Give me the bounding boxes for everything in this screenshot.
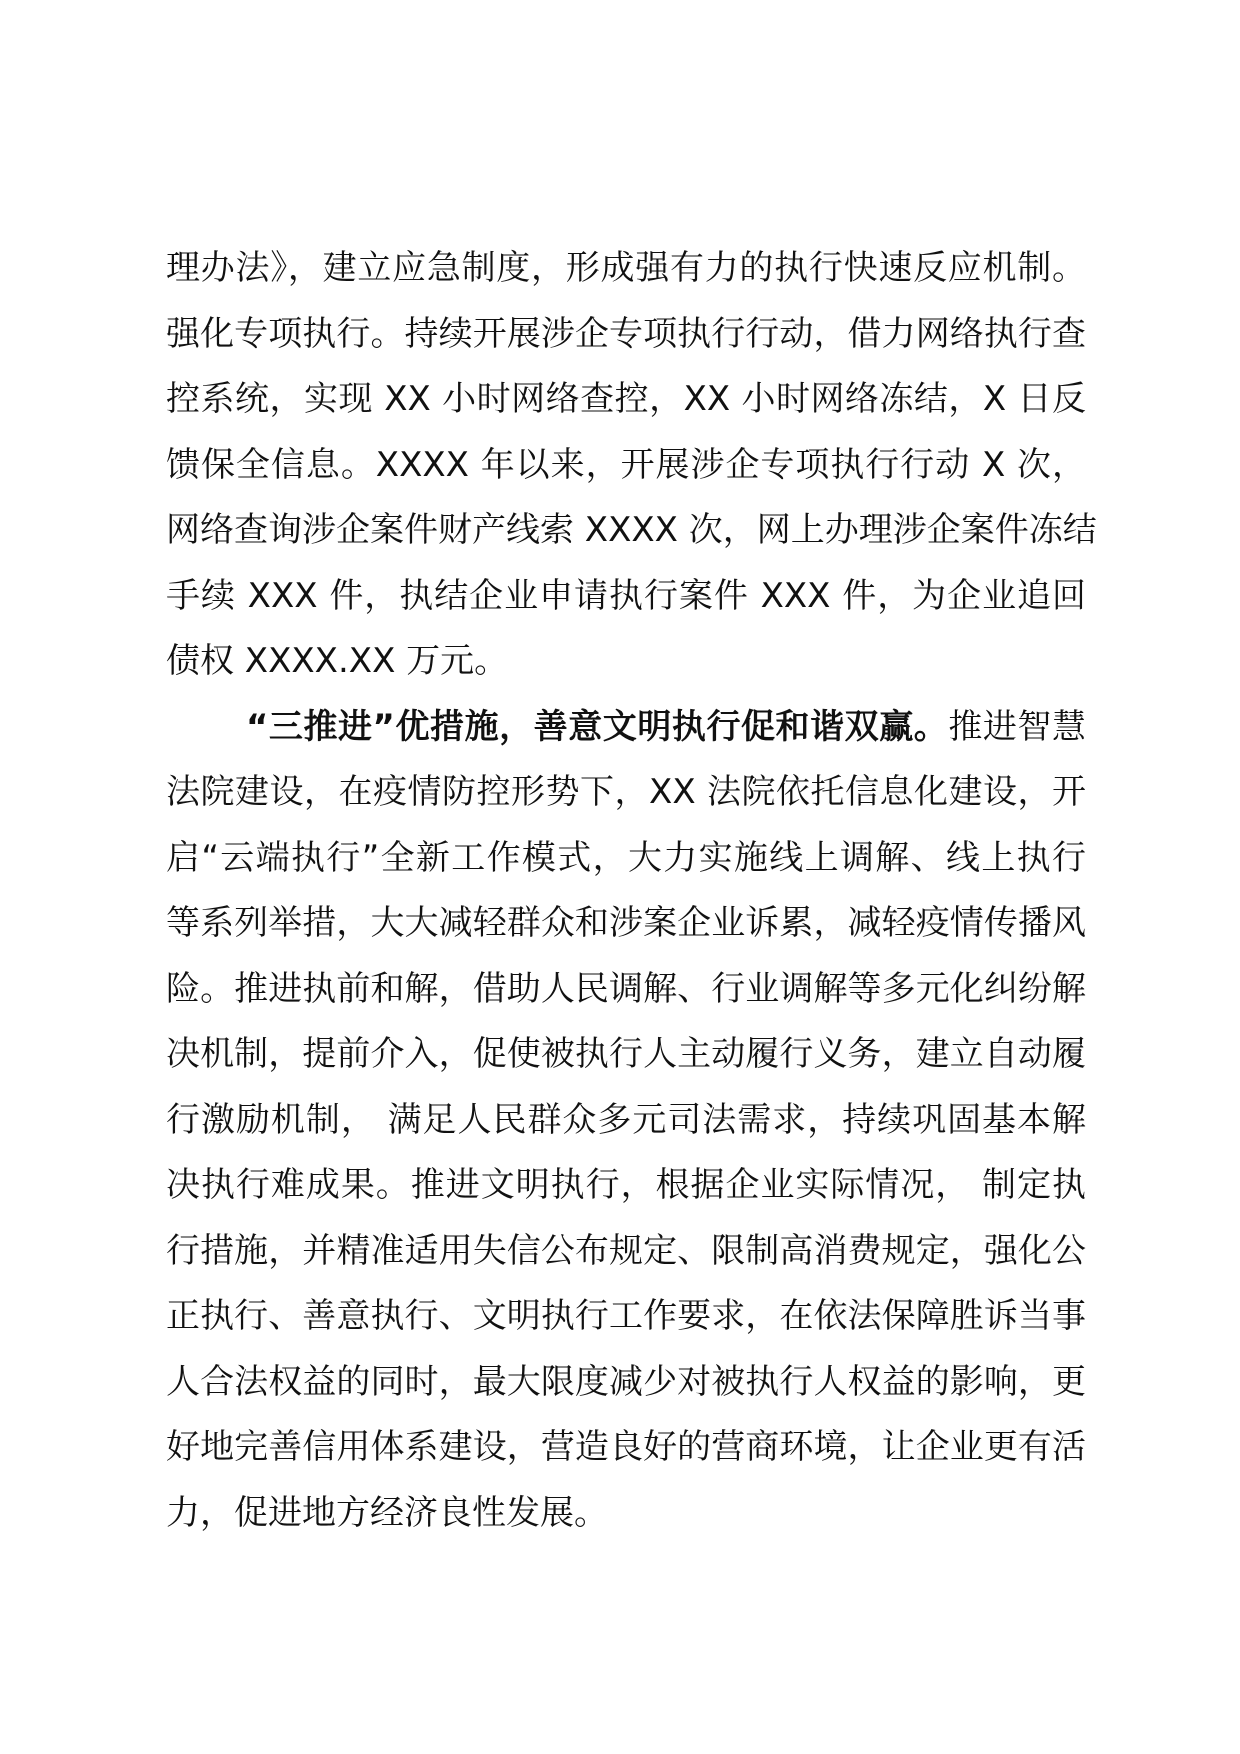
text-line: 力，促进地方经济良性发展。 bbox=[166, 1492, 608, 1533]
text-line: 决执行难成果。推进文明执行，根据企业实际情况， 制定执 bbox=[166, 1165, 1086, 1205]
text-line: 债权 XXXX.XX 万元。 bbox=[166, 641, 509, 681]
paragraph-first-line bbox=[166, 695, 1086, 761]
paragraph-heading: “三推进”优措施，善意文明执行促和谐双赢。 bbox=[246, 706, 949, 747]
text-line: 馈保全信息。XXXX 年以来，开展涉企专项执行行动 X 次， bbox=[166, 444, 1086, 485]
text-line: 行激励机制， 满足人民群众多元司法需求，持续巩固基本解 bbox=[166, 1099, 1086, 1140]
text-line: 等系列举措，大大减轻群众和涉案企业诉累，减轻疫情传播风 bbox=[166, 903, 1086, 943]
text-run: 推进智慧 bbox=[948, 706, 1086, 747]
text-line: 手续 XXX 件，执结企业申请执行案件 XXX 件，为企业追回 bbox=[166, 575, 1086, 616]
text-line: 启“云端执行”全新工作模式，大力实施线上调解、线上执行 bbox=[166, 837, 1086, 878]
text-line: 法院建设，在疫情防控形势下，XX 法院依托信息化建设，开 bbox=[166, 772, 1086, 812]
text-line: 强化专项执行。持续开展涉企专项执行行动，借力网络执行查 bbox=[166, 313, 1086, 354]
text-line: 人合法权益的同时，最大限度减少对被执行人权益的影响，更 bbox=[166, 1361, 1086, 1402]
text-line: 行措施，并精准适用失信公布规定、限制高消费规定，强化公 bbox=[166, 1230, 1086, 1271]
text-line: 网络查询涉企案件财产线索 XXXX 次，网上办理涉企案件冻结 bbox=[166, 510, 1097, 550]
text-line: 理办法》，建立应急制度，形成强有力的执行快速反应机制。 bbox=[166, 248, 1086, 288]
body-text bbox=[166, 236, 1097, 1546]
text-line: 好地完善信用体系建设，营造良好的营商环境，让企业更有活 bbox=[166, 1427, 1086, 1467]
text-line: 正执行、善意执行、文明执行工作要求，在依法保障胜诉当事 bbox=[166, 1296, 1086, 1336]
text-line: 险。推进执前和解，借助人民调解、行业调解等多元化纠纷解 bbox=[166, 968, 1086, 1009]
paragraph-2 bbox=[166, 695, 1086, 1547]
text-line: 决机制，提前介入，促使被执行人主动履行义务，建立自动履 bbox=[166, 1034, 1086, 1074]
text-line: 控系统，实现 XX 小时网络查控，XX 小时网络冻结，X 日反 bbox=[166, 379, 1086, 419]
paragraph-1 bbox=[166, 236, 1097, 695]
